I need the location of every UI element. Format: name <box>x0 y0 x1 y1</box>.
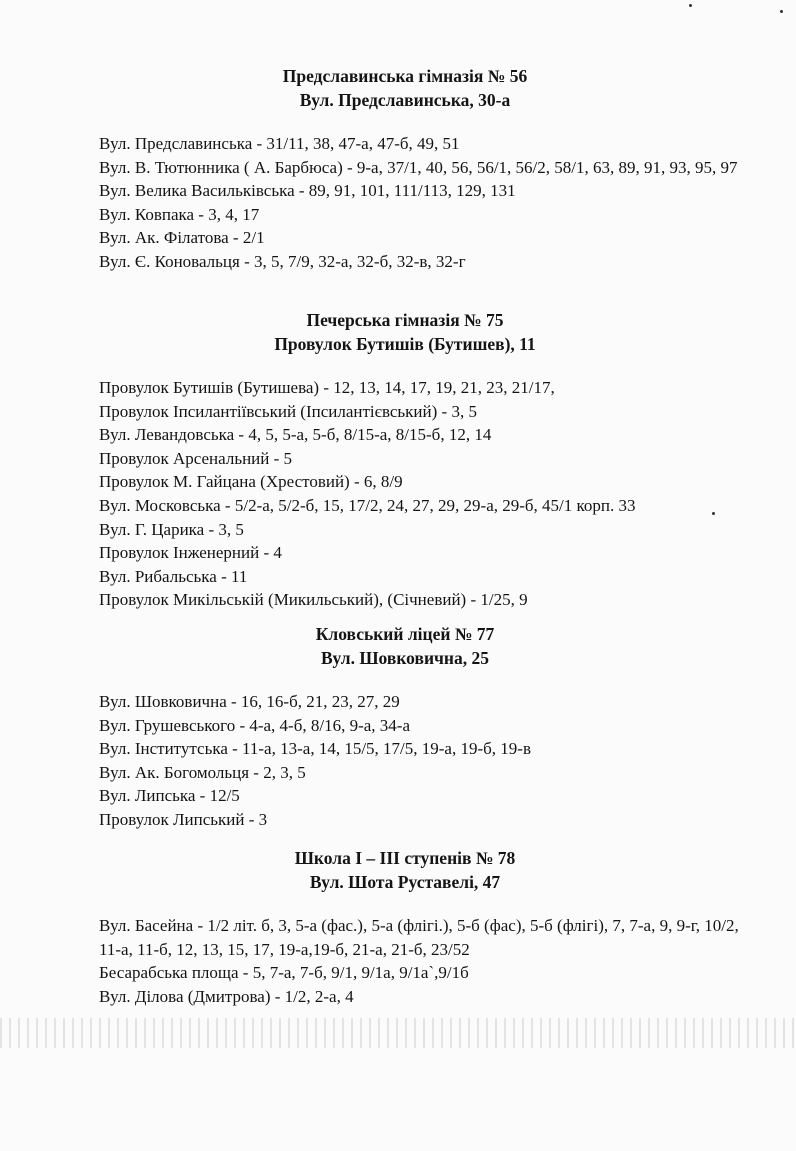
section-title: Школа І – ІІІ ступенів № 78 <box>294 848 516 868</box>
street-entry: Вул. Ділова (Дмитрова) - 1/2, 2-а, 4 <box>99 986 354 1006</box>
street-entry: Бесарабська площа - 5, 7-а, 7-б, 9/1, 9/1а, 9/1а`,9/1б <box>99 963 469 983</box>
street-entry: Вул. Велика Васильківська - 89, 91, 101, 111/113, 129, 131 <box>99 181 516 201</box>
scan-noise-strip <box>0 1018 796 1048</box>
street-entry: Вул. Липська - 12/5 <box>99 786 240 806</box>
street-entry: Вул. Левандовська - 4, 5, 5-а, 5-б, 8/15-а, 8/15-б, 12, 14 <box>99 425 492 445</box>
section-address: Вул. Шовковична, 25 <box>321 648 489 668</box>
street-entry: Вул. Московська - 5/2-а, 5/2-б, 15, 17/2, 24, 27, 29, 29-а, 29-б, 45/1 корп. 33 <box>99 495 636 515</box>
street-list <box>0 376 739 612</box>
section-gymnasium-56 <box>0 64 796 274</box>
street-entry: Вул. Предславинська - 31/11, 38, 47-а, 47-б, 49, 51 <box>99 134 460 153</box>
section-gymnasium-75 <box>0 308 796 612</box>
street-entry: Провулок М. Гайцана (Хрестовий) - 6, 8/9 <box>99 472 403 492</box>
street-entry: Вул. Є. Коновальця - 3, 5, 7/9, 32-а, 32-б, 32-в, 32-г <box>99 251 466 271</box>
street-list <box>0 690 739 832</box>
section-title: Предславинська гімназія № 56 <box>282 66 528 86</box>
street-entry: Провулок Микільській (Микильський), (Січневий) - 1/25, 9 <box>99 590 528 610</box>
street-entry: Провулок Іпсилантіївський (Іпсилантієвський) - 3, 5 <box>99 401 477 421</box>
street-entry: Провулок Арсенальний - 5 <box>99 448 293 468</box>
section-title: Кловський ліцей № 77 <box>315 624 495 644</box>
section-lyceum-77 <box>0 622 796 832</box>
street-list <box>0 914 739 1008</box>
street-entry: Вул. Інститутська - 11-а, 13-а, 14, 15/5, 17/5, 19-а, 19-б, 19-в <box>99 739 531 759</box>
street-entry: Провулок Інженерний - 4 <box>99 543 282 563</box>
section-address: Вул. Предславинська, 30-а <box>299 90 511 110</box>
street-entry: Вул. Ак. Філатова - 2/1 <box>99 228 265 248</box>
street-entry: Вул. Басейна - 1/2 літ. б, 3, 5-а (фас.), 5-а (флігі.), 5-б (фас), 5-б (флігі), 7, 7-а, 9, 9-г, 10/2, 11-а, 11-б, 12, 13, 15, 17, 19-а,19-б, 21-а, 21-б, 23/52 <box>99 916 739 959</box>
section-school-78 <box>0 846 796 1008</box>
street-entry: Вул. В. Тютюнника ( А. Барбюса) - 9-а, 37/1, 40, 56, 56/1, 56/2, 58/1, 63, 89, 91, 93, 95, 97 <box>99 157 738 177</box>
section-address: Провулок Бутишів (Бутишев), 11 <box>274 334 536 354</box>
street-entry: Вул. Г. Царика - 3, 5 <box>99 519 244 539</box>
street-list <box>0 132 739 274</box>
street-entry: Вул. Шовковична - 16, 16-б, 21, 23, 27, 29 <box>99 692 400 711</box>
street-entry: Вул. Ак. Богомольця - 2, 3, 5 <box>99 762 306 782</box>
street-entry: Вул. Ковпака - 3, 4, 17 <box>99 204 260 224</box>
street-entry: Провулок Липський - 3 <box>99 809 268 829</box>
section-address: Вул. Шота Руставелі, 47 <box>309 872 501 892</box>
scan-speck <box>689 4 692 7</box>
scan-speck <box>712 512 715 515</box>
street-entry: Вул. Рибальська - 11 <box>99 566 248 586</box>
section-title: Печерська гімназія № 75 <box>306 310 504 330</box>
street-entry: Вул. Грушевського - 4-а, 4-б, 8/16, 9-а, 34-а <box>99 715 411 735</box>
scan-speck <box>780 10 783 13</box>
street-entry: Провулок Бутишів (Бутишева) - 12, 13, 14, 17, 19, 21, 23, 21/17, <box>99 378 555 397</box>
